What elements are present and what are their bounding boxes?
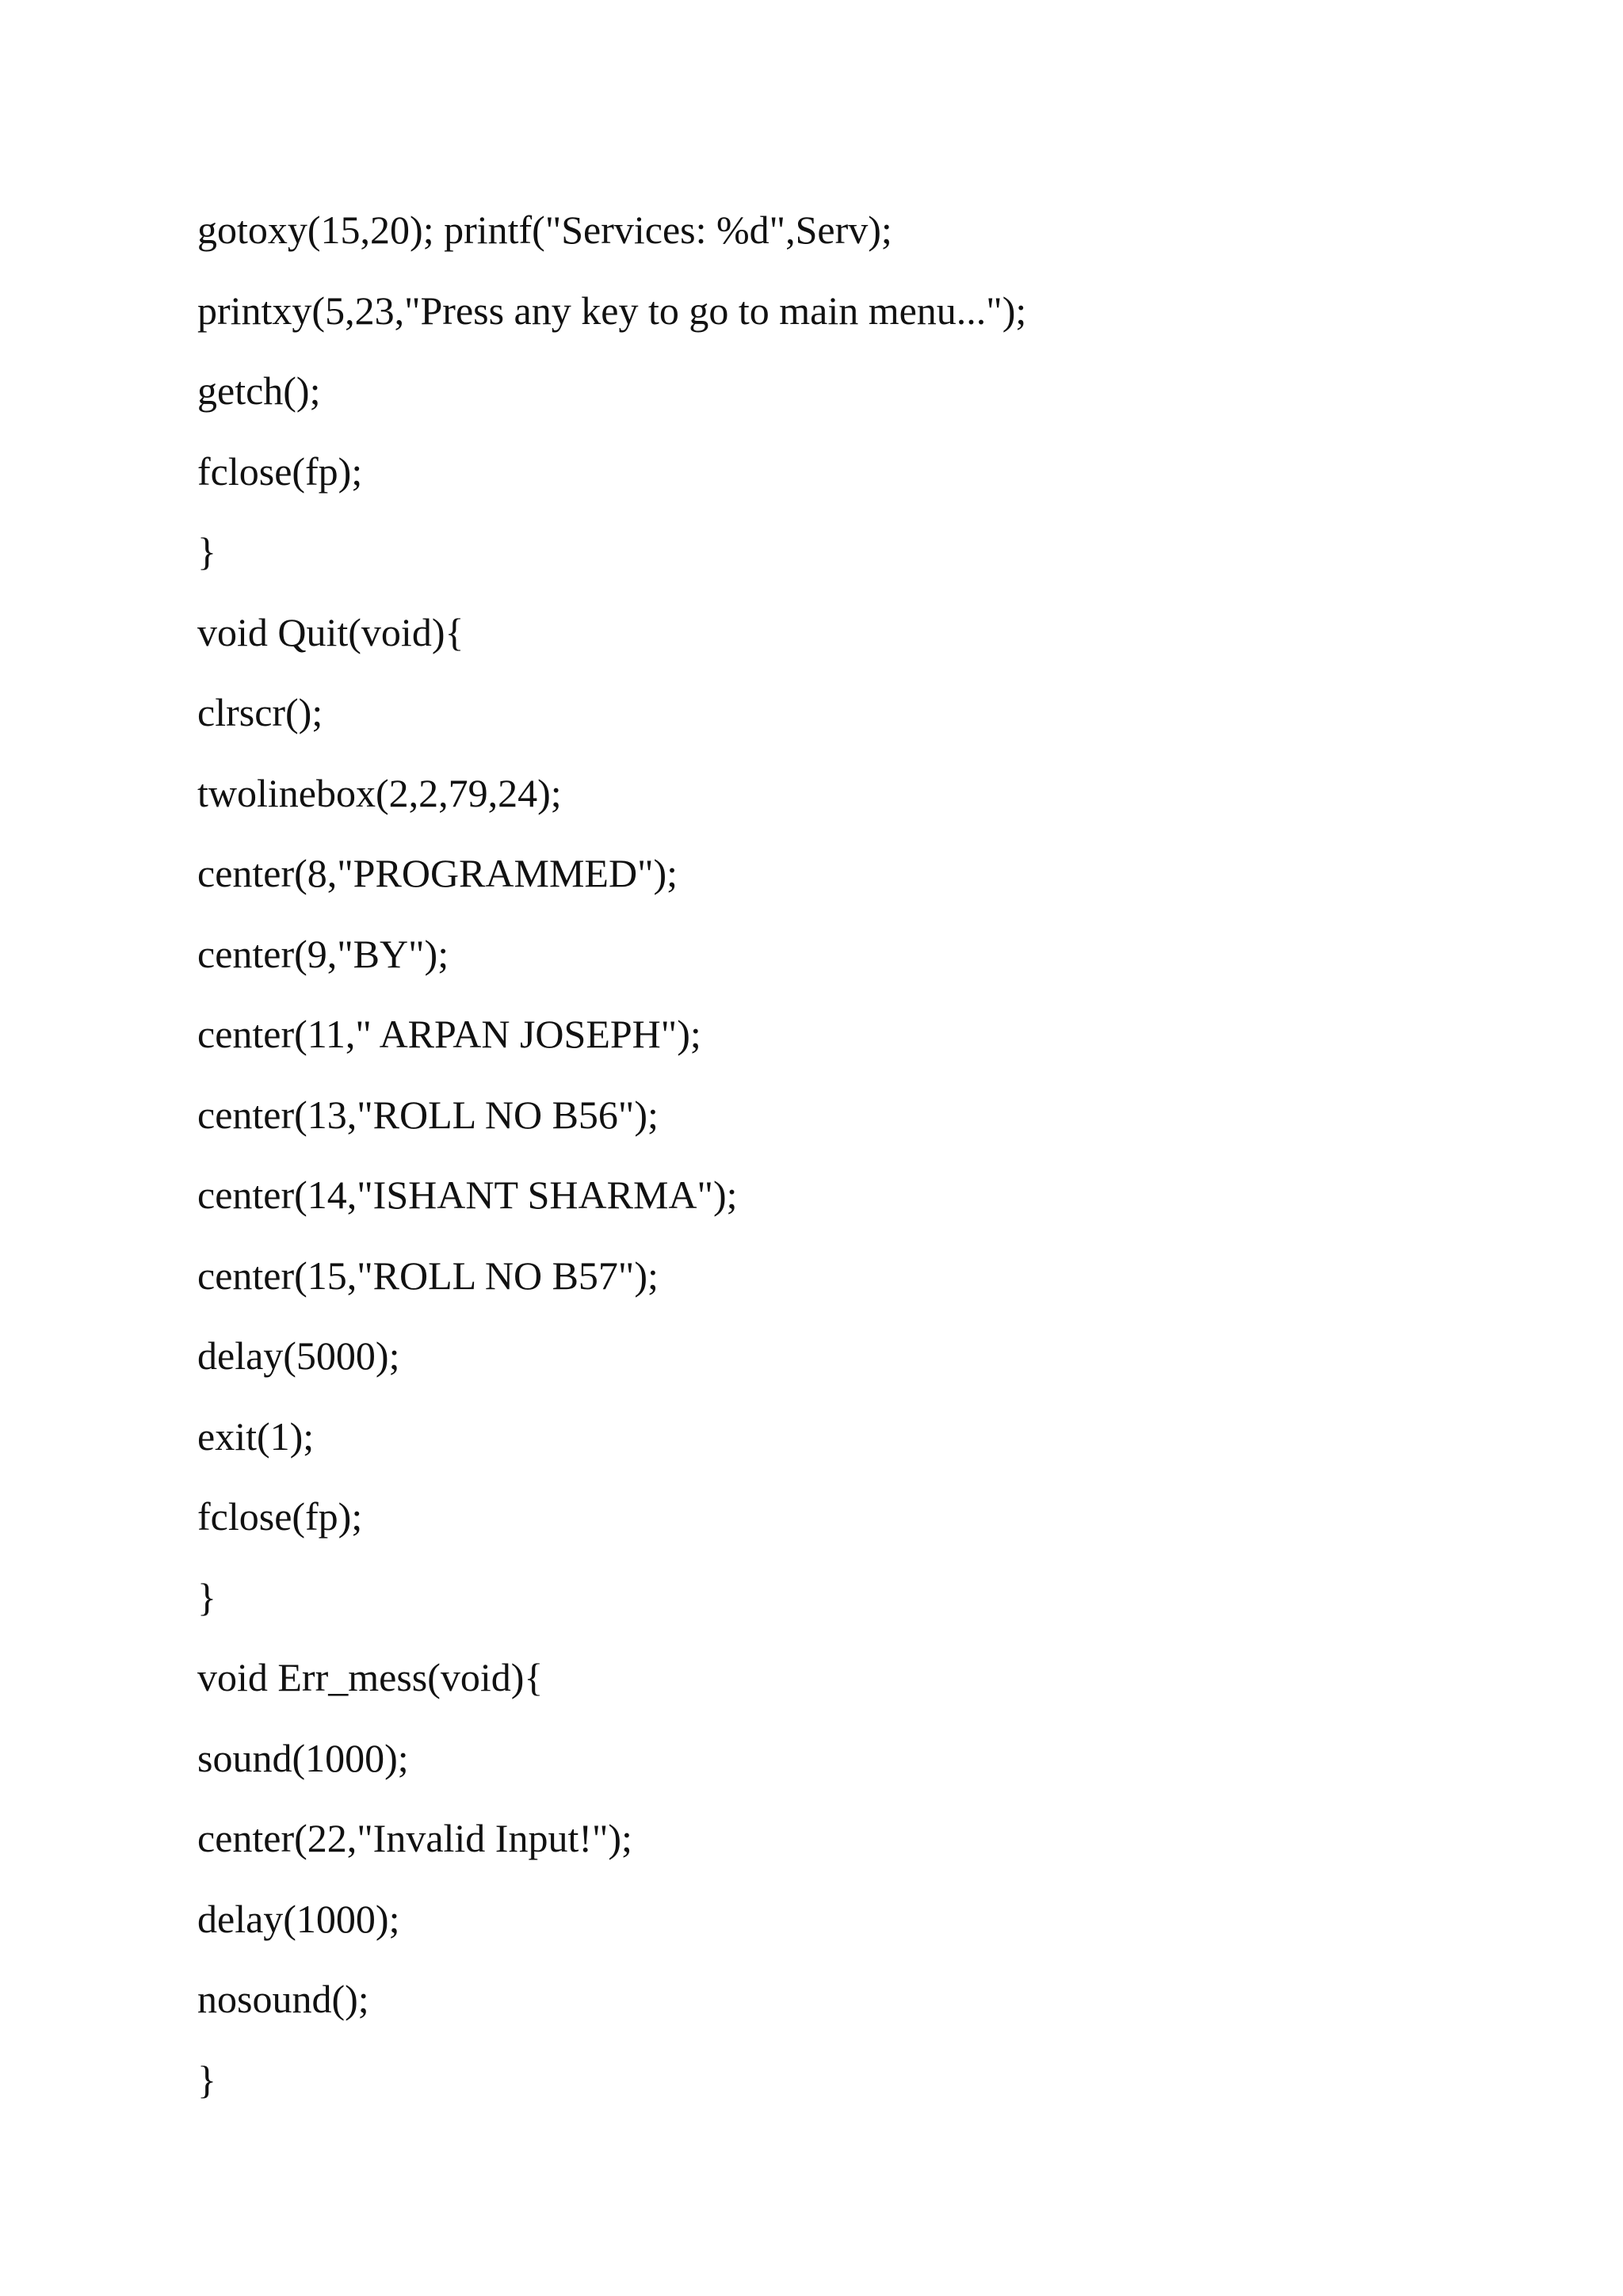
code-line: getch(); [197,368,321,413]
code-line: nosound(); [197,1977,369,2021]
code-listing [197,190,1026,2120]
code-line: center(9,"BY"); [197,931,449,976]
code-line: center(8,"PROGRAMMED"); [197,851,678,895]
code-line: delay(5000); [197,1333,400,1378]
code-line: twolinebox(2,2,79,24); [197,770,562,815]
code-line: } [197,529,216,574]
code-line: } [197,1574,216,1619]
code-line: } [197,2057,216,2102]
code-line: fclose(fp); [197,1494,363,1539]
code-line: clrscr(); [197,690,323,734]
code-line: fclose(fp); [197,448,363,494]
code-line: center(22,"Invalid Input!"); [197,1816,632,1860]
code-line: printxy(5,23,"Press any key to go to main menu..."); [197,288,1027,333]
code-line: gotoxy(15,20); printf("Services: %d",Serv); [197,208,892,252]
code-line: void Quit(void){ [197,609,464,654]
code-line: center(15,"ROLL NO B57"); [197,1253,659,1298]
code-line: void Err_mess(void){ [197,1655,544,1699]
code-line: sound(1000); [197,1735,409,1780]
code-line: center(14,"ISHANT SHARMA"); [197,1173,738,1217]
code-line: center(11," ARPAN JOSEPH"); [197,1012,701,1056]
code-line: exit(1); [197,1413,315,1459]
code-line: center(13,"ROLL NO B56"); [197,1092,659,1137]
code-line: delay(1000); [197,1896,400,1941]
